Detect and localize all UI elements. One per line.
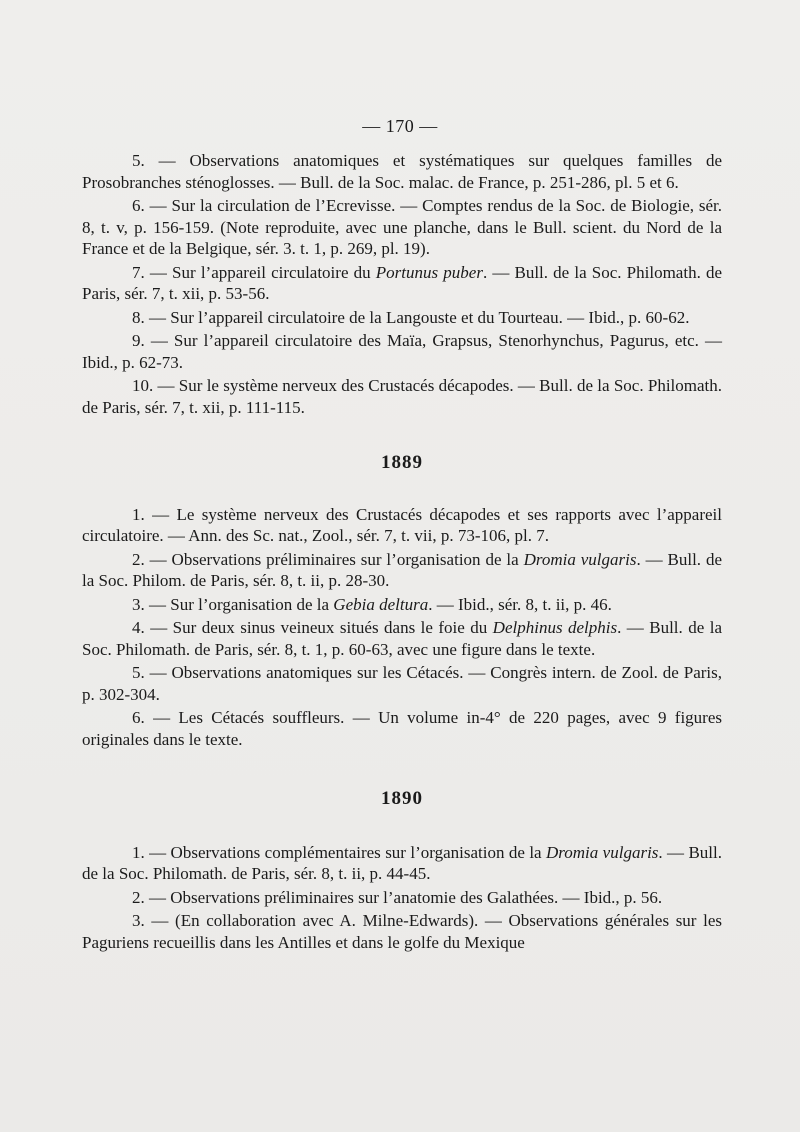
bibliography-entry <box>82 150 722 193</box>
bibliography-entry <box>82 594 722 616</box>
entry-text: — Observations anatomiques et systématiques sur quelques familles de Prosobranches sténoglosses. — Bull. de la Soc. malac. de France, p. 251-286, pl. 5 et 6. <box>82 151 722 192</box>
bibliography-entry <box>82 707 722 750</box>
entry-text: — (En collaboration avec A. Milne-Edwards). — Observations générales sur les Paguriens recueillis dans les Antilles et dans le golfe du Mexique <box>82 911 722 952</box>
species-name: Dromia vulgaris <box>523 549 637 569</box>
entry-text: — Sur deux sinus veineux situés dans le foie du <box>150 618 493 637</box>
species-name: Gebia deltura <box>333 594 429 614</box>
entry-number: 6. <box>132 196 145 215</box>
bibliography-entry <box>82 330 722 373</box>
entry-text: . — Bull. de la Soc. Philomath. de Paris, sér. 8, t. 1, p. 60-63, avec une figure dans le texte. <box>82 618 722 659</box>
entry-number: 4. <box>132 618 145 637</box>
entry-text: — Observations préliminaires sur l’anatomie des Galathées. — Ibid., p. 56. <box>149 887 663 907</box>
bibliography-entry <box>82 842 722 885</box>
entry-number: 7. <box>132 262 145 282</box>
entry-number: 2. <box>132 887 145 907</box>
entry-text: — Les Cétacés souffleurs. — Un volume in-4° de 220 pages, avec 9 figures originales dans le texte. <box>82 708 723 749</box>
entry-number: 1. <box>132 842 145 862</box>
entry-number: 3. <box>132 594 145 614</box>
entry-number: 10. <box>132 376 154 395</box>
entry-number: 2. <box>132 549 145 569</box>
entry-text: . — Bull. de la Soc. Philomath. de Paris, sér. 7, t. xii, p. 53-56. <box>82 262 723 303</box>
entry-text: — Observations anatomiques sur les Cétacés. — Congrès intern. de Zool. de Paris, p. 302-304. <box>82 663 722 704</box>
entry-number: 1. <box>132 504 145 524</box>
bibliography-entry <box>82 549 722 592</box>
bibliography-entry <box>82 375 722 418</box>
year-heading-1889: 1889 <box>381 452 423 473</box>
bibliography-entry <box>82 504 722 547</box>
entries-top <box>82 150 722 418</box>
entry-text: — Sur la circulation de l’Ecrevisse. — Comptes rendus de la Soc. de Biologie, sér. 8, t. v, p. 156-159. (Note reproduite, avec une planche, dans le Bull. scient. du Nord de la France et de la Belgique, sér. 3. t. 1, p. 269, pl. 19). <box>82 196 722 258</box>
bibliography-entry <box>82 195 722 260</box>
entry-number: 9. <box>132 331 145 350</box>
entry-text: — Observations complémentaires sur l’organisation de la <box>149 842 547 862</box>
entry-text: — Observations préliminaires sur l’organisation de la <box>149 549 524 569</box>
entry-number: 8. <box>132 307 145 327</box>
entry-text: — Sur l’organisation de la <box>149 594 334 614</box>
entry-number: 5. <box>132 663 145 682</box>
entries-1889 <box>82 504 722 751</box>
year-heading-1890: 1890 <box>381 788 423 809</box>
entry-text: . — Ibid., sér. 8, t. ii, p. 46. <box>428 594 612 614</box>
species-name: Portunus puber <box>375 262 483 282</box>
page-number: — 170 — <box>362 116 438 136</box>
entry-number: 3. <box>132 911 145 930</box>
entry-text: . — Bull. de la Soc. Philomath. de Paris, sér. 8, t. ii, p. 44-45. <box>82 842 722 883</box>
entry-text: — Sur le système nerveux des Crustacés décapodes. — Bull. de la Soc. Philomath. de Paris, sér. 7, t. xii, p. 111-115. <box>82 376 723 417</box>
bibliography-entry <box>82 887 722 909</box>
bibliography-entry <box>82 617 722 660</box>
species-name: Dromia vulgaris <box>546 842 659 862</box>
bibliography-entry <box>82 662 722 705</box>
species-name: Delphinus delphis <box>492 618 618 637</box>
bibliography-entry <box>82 307 722 329</box>
entry-text: . — Bull. de la Soc. Philom. de Paris, sér. 8, t. ii, p. 28-30. <box>82 549 722 590</box>
bibliography-entry <box>82 262 722 305</box>
entry-text: — Le système nerveux des Crustacés décapodes et ses rapports avec l’appareil circulatoire. — Ann. des Sc. nat., Zool., sér. 7, t. vii, p. 73-106, pl. 7. <box>82 504 723 545</box>
entry-number: 6. <box>132 708 145 727</box>
entry-text: — Sur l’appareil circulatoire du <box>149 262 376 282</box>
page-body <box>82 150 722 955</box>
entry-text: — Sur l’appareil circulatoire des Maïa, Grapsus, Stenorhynchus, Pagurus, etc. — Ibid., p. 62-73. <box>82 331 722 372</box>
entry-number: 5. <box>132 151 145 170</box>
bibliography-entry <box>82 910 722 953</box>
entry-text: — Sur l’appareil circulatoire de la Langouste et du Tourteau. — Ibid., p. 60-62. <box>149 307 690 327</box>
entries-1890 <box>82 842 722 954</box>
